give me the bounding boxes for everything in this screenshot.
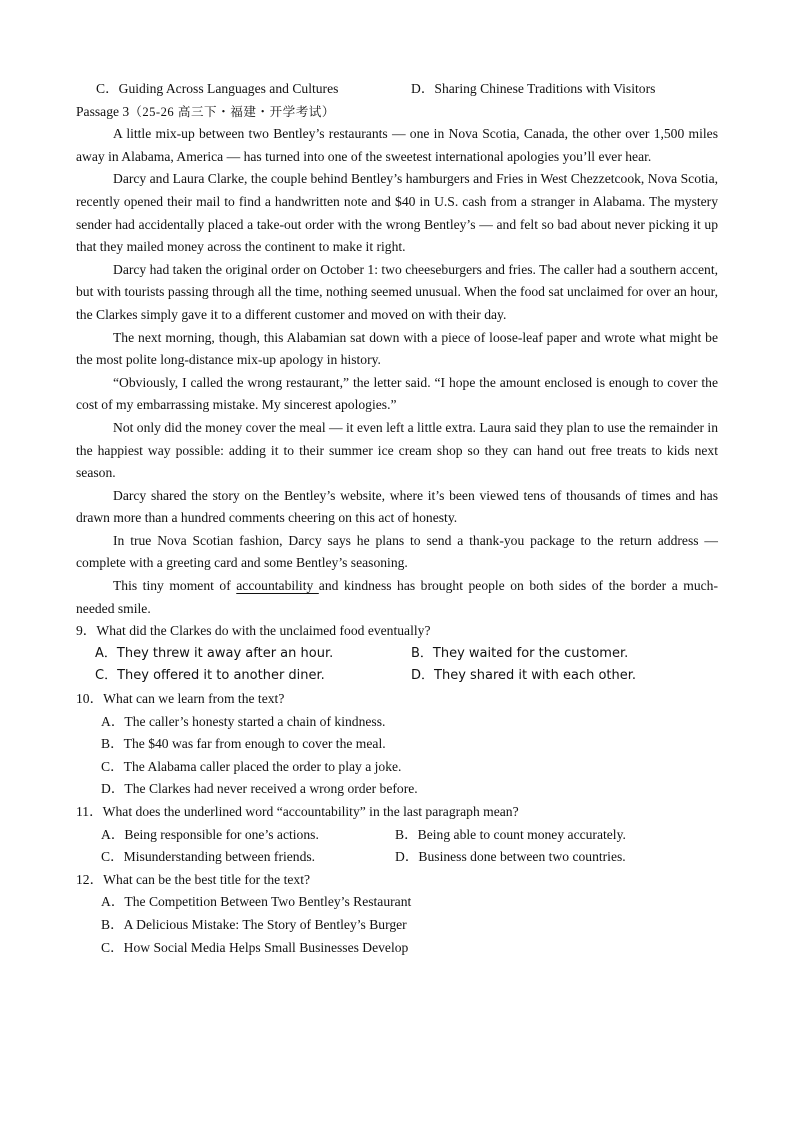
paragraph-2: Darcy and Laura Clarke, the couple behind Bentley’s hamburgers and Fries in West Chezzetcook, Nova Scotia, recently opened their mail to find a handwritten note and $40 in U.S. cash from a stranger in Alabama. The mystery sender had accidentally placed a take-out order with the wrong Bentley’s — and felt so bad about never picking it up that they mailed money across the continent to make it right.	[76, 171, 718, 255]
option-c: C．Guiding Across Languages and Cultures	[96, 81, 339, 96]
paragraph-8: In true Nova Scotian fashion, Darcy says he plans to send a thank-you package to the return address — complete with a greeting card and some Bentley’s seasoning.	[76, 532, 718, 571]
worksheet-page	[76, 78, 718, 959]
question-11	[76, 801, 718, 869]
paragraph-4: The next morning, though, this Alabamian sat down with a piece of loose-leaf paper and wrote what might be the most polite long-distance mix-up apology in history.	[76, 329, 718, 368]
option-d: D．Sharing Chinese Traditions with Visitors	[411, 81, 656, 96]
question-10-stem: 10．What can we learn from the text?	[76, 691, 285, 707]
question-9-options-row-2	[76, 665, 718, 688]
underlined-word: accountability	[236, 578, 319, 594]
paragraph-3: Darcy had taken the original order on October 1: two cheeseburgers and fries. The caller had a southern accent, but with tourists passing through all the time, nothing seemed unusual. When the food sat unclaimed for over an hour, the Clarkes simply gave it to a different customer and moved on with their day.	[76, 261, 718, 322]
q10-option-d[interactable]: D．The Clarkes had never received a wrong order before.	[101, 781, 418, 797]
q10-option-c[interactable]: C．The Alabama caller placed the order to play a joke.	[101, 758, 402, 774]
paragraph-6: Not only did the money cover the meal — it even left a little extra. Laura said they plan to use the remainder in the happiest way possible: adding it to their summer ice cream shop so they can hand out free treats to kids next season.	[76, 419, 718, 481]
paragraph-5: “Obviously, I called the wrong restaurant,” the letter said. “I hope the amount enclosed is enough to cover the cost of my embarrassing mistake. My sincerest apologies.”	[76, 374, 718, 413]
question-9-stem: 9．What did the Clarkes do with the unclaimed food eventually?	[76, 623, 431, 639]
paragraph-9	[76, 575, 718, 620]
q12-option-c[interactable]: C．How Social Media Helps Small Businesses Develop	[101, 939, 409, 955]
q9-option-c[interactable]: C．They offered it to another diner.	[95, 668, 325, 684]
q9-option-b[interactable]: B．They waited for the customer.	[411, 645, 629, 661]
q9-option-a[interactable]: A．They threw it away after an hour.	[95, 645, 334, 661]
question-12	[76, 869, 718, 959]
paragraph-1: A little mix-up between two Bentley’s restaurants — one in Nova Scotia, Canada, the other over 1,500 miles away in Alabama, America — has turned into one of the sweetest international apologies you’ll ever hear.	[76, 126, 718, 164]
passage-heading	[76, 101, 718, 124]
paragraph-7: Darcy shared the story on the Bentley’s website, where it’s been viewed tens of thousands of times and has drawn more than a hundred comments cheering on this act of honesty.	[76, 487, 718, 526]
q11-option-b[interactable]: B．Being able to count money accurately.	[395, 826, 626, 842]
q9-option-d[interactable]: D．They shared it with each other.	[411, 668, 637, 684]
question-11-options-row-1	[76, 824, 718, 847]
q11-option-d[interactable]: D．Business done between two countries.	[395, 849, 626, 865]
passage-source: （25-26 高三下・福建・开学考试）	[129, 104, 335, 119]
q11-option-c[interactable]: C．Misunderstanding between friends.	[101, 849, 316, 865]
question-12-stem: 12．What can be the best title for the text?	[76, 871, 311, 887]
question-10	[76, 688, 718, 801]
q12-option-a[interactable]: A．The Competition Between Two Bentley’s Restaurant	[101, 894, 412, 910]
paragraph-9-start: This tiny moment of	[113, 578, 237, 594]
q10-option-b[interactable]: B．The $40 was far from enough to cover the meal.	[101, 736, 386, 752]
question-9	[76, 620, 718, 688]
question-9-options-row-1	[76, 643, 718, 666]
question-11-options-row-2	[76, 846, 718, 869]
question-11-stem: 11．What does the underlined word “accountability” in the last paragraph mean?	[76, 804, 519, 819]
q11-option-a[interactable]: A．Being responsible for one’s actions.	[101, 826, 319, 842]
q12-option-b[interactable]: B．A Delicious Mistake: The Story of Bentley’s Burger	[101, 916, 407, 932]
previous-question-options	[76, 78, 718, 101]
passage-title: Passage 3	[76, 103, 130, 119]
q10-option-a[interactable]: A．The caller’s honesty started a chain of kindness.	[101, 713, 386, 729]
paragraph-9-end: and kindness has brought people on both sides of the border a much-needed smile.	[76, 578, 718, 616]
